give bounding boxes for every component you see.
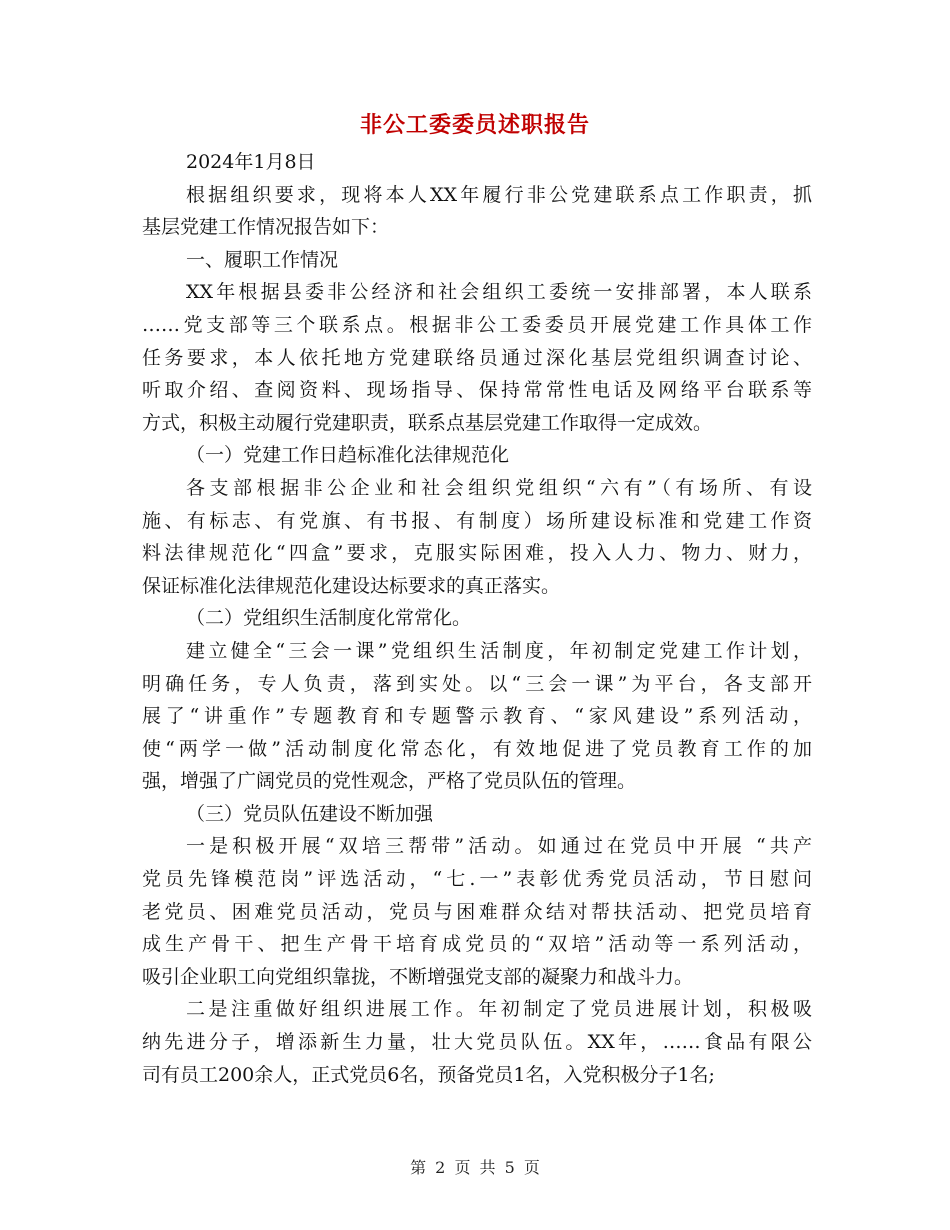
paragraph (142, 830, 812, 993)
paragraph (142, 439, 812, 472)
paragraph (142, 798, 812, 831)
text-line: 纳先进分子，增添新生力量，壮大党员队伍。XX年，……食品有限公 (142, 1031, 812, 1054)
text-line: 老党员、困难党员活动，党员与困难群众结对帮扶活动、把党员培育 (142, 900, 812, 923)
paragraph (142, 472, 812, 602)
text-line: 2024年1月8日 (186, 151, 316, 173)
text-line: 强，增强了广阔党员的党性观念，严格了党员队伍的管理。 (142, 770, 637, 793)
text-line: 保证标准化法律规范化建设达标要求的真正落实。 (142, 574, 561, 597)
text-line: 方式，积极主动履行党建职责，联系点基层党建工作取得一定成效。 (142, 411, 713, 434)
text-line: XX年根据县委非公经济和社会组织工委统一安排部署，本人联系 (186, 281, 812, 304)
text-line: 一是积极开展“双培三帮带”活动。如通过在党员中开展 “共产 (186, 835, 812, 858)
paragraph (142, 635, 812, 798)
text-line: 明确任务，专人负责，落到实处。以“三会一课”为平台，各支部开 (142, 672, 812, 695)
text-line: 二是注重做好组织进展工作。年初制定了党员进展计划，积极吸 (186, 998, 812, 1021)
text-line: 各支部根据非公企业和社会组织党组织“六有”（有场所、有设 (186, 476, 812, 499)
text-line: 展了“讲重作”专题教育和专题警示教育、“家风建设”系列活动， (142, 705, 812, 728)
paragraph (142, 993, 812, 1091)
text-line: （二）党组织生活制度化常常化。 (186, 607, 472, 630)
text-line: 司有员工200余人，正式党员6名，预备党员1名，入党积极分子1名; (142, 1063, 715, 1086)
text-line: 一、履职工作情况 (186, 248, 339, 271)
page-footer: 第 2 页 共 5 页 (410, 1158, 540, 1177)
text-line: 使“两学一做”活动制度化常态化，有效地促进了党员教育工作的加 (142, 737, 812, 760)
document-title: 非公工委委员述职报告 (359, 113, 590, 138)
text-line: 听取介绍、查阅资料、现场指导、保持常常性电话及网络平台联系等 (142, 379, 812, 402)
paragraph (142, 276, 812, 439)
text-line: 吸引企业职工向党组织靠拢，不断增强党支部的凝聚力和战斗力。 (142, 965, 694, 988)
text-line: 基层党建工作情况报告如下： (142, 216, 390, 239)
document-body (142, 146, 812, 1091)
paragraph (142, 179, 812, 244)
text-line: 建立健全“三会一课”党组织生活制度，年初制定党建工作计划， (186, 639, 812, 662)
paragraph (142, 146, 812, 179)
text-line: 根据组织要求，现将本人XX年履行非公党建联系点工作职责，抓 (186, 183, 812, 206)
text-line: 任务要求，本人依托地方党建联络员通过深化基层党组织调查讨论、 (142, 346, 812, 369)
paragraph (142, 602, 812, 635)
text-line: 施、有标志、有党旗、有书报、有制度）场所建设标准和党建工作资 (142, 509, 812, 532)
text-line: 党员先锋模范岗”评选活动，“七.一”表彰优秀党员活动，节日慰问 (142, 868, 812, 891)
text-line: 料法律规范化“四盒”要求，克服实际困难，投入人力、物力、财力， (142, 542, 812, 565)
text-line: （一）党建工作日趋标准化法律规范化 (186, 444, 510, 467)
text-line: ……党支部等三个联系点。根据非公工委委员开展党建工作具体工作 (142, 313, 812, 336)
text-line: （三）党员队伍建设不断加强 (186, 802, 434, 825)
paragraph (142, 244, 812, 277)
text-line: 成生产骨干、把生产骨干培育成党员的“双培”活动等一系列活动， (142, 933, 812, 956)
